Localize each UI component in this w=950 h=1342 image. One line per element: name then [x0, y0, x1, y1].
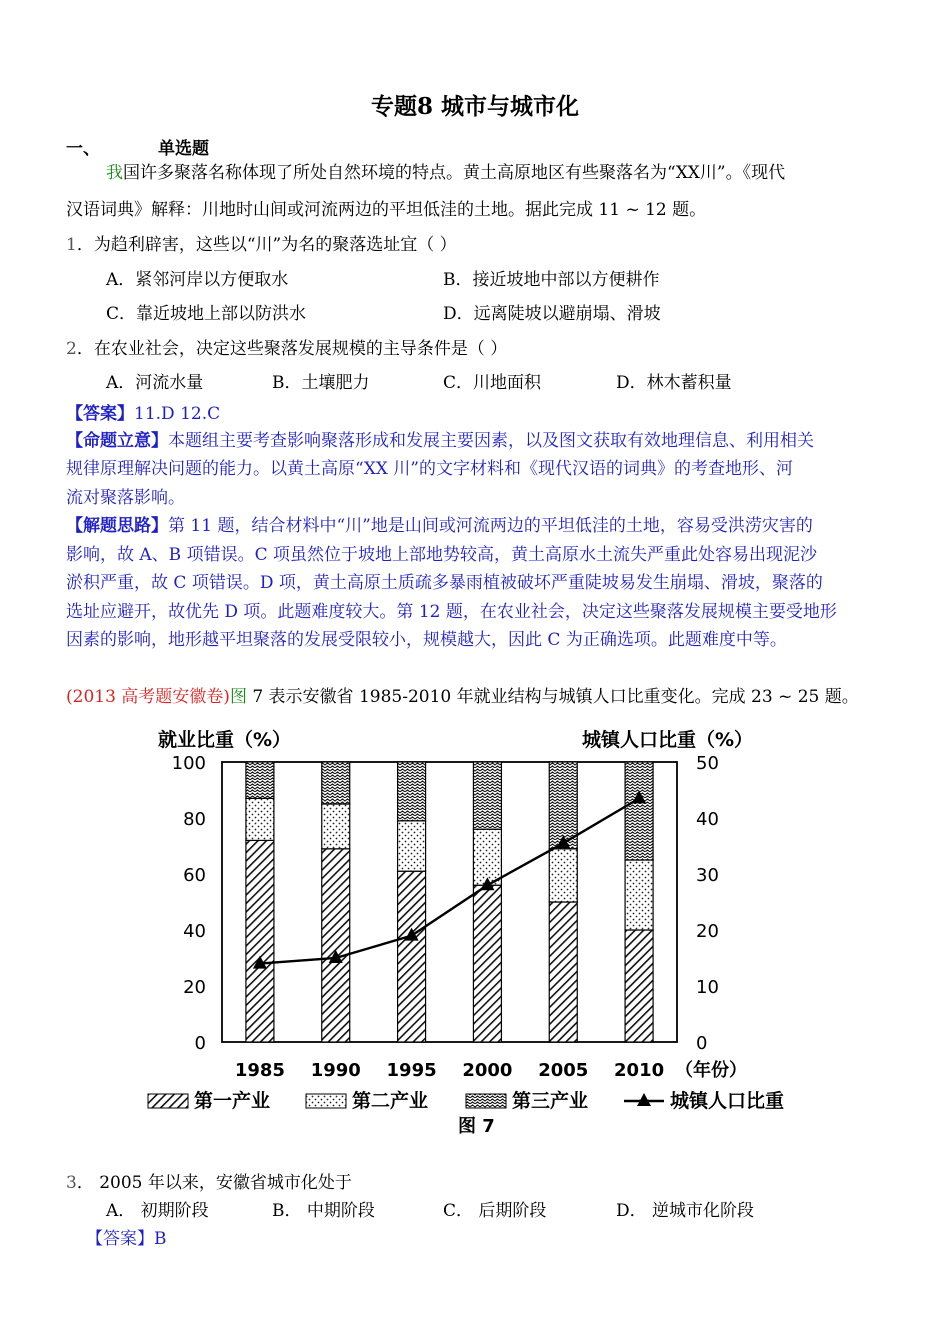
intro-line-2: 汉语词典》解释：川地时山间或河流两边的平坦低洼的土地。据此完成 11 ~ 12 题。: [66, 200, 707, 220]
question-3: [66, 1168, 352, 1193]
bar-segment-1: [322, 849, 350, 1042]
legend: [148, 1089, 784, 1112]
bar-segment-2: [246, 798, 274, 840]
q2-option-d: D．林木蓄积量: [616, 373, 732, 393]
employment-urbanization-chart: [140, 720, 820, 1140]
bar-segment-1: [473, 885, 501, 1042]
x-axis-label: （年份）: [675, 1060, 747, 1081]
q1-option-c: C．靠近坡地上部以防洪水: [106, 304, 307, 324]
thinking-line-4: 选址应避开，故优先 D 项。此题难度较大。第 12 题，在农业社会，决定这些聚落发展规模主要受地形: [66, 602, 837, 622]
section-number: 一、: [66, 139, 100, 159]
intro-line-1-text: 国许多聚落名称体现了所处自然环境的特点。黄土高原地区有些聚落名为“XX川”。《现代: [123, 163, 786, 183]
y-ticks-right: [696, 753, 719, 1054]
section-title: 单选题: [158, 139, 209, 159]
thinking-line-1: [66, 512, 813, 541]
stacked-bars: [246, 762, 653, 1042]
bar-segment-2: [625, 860, 653, 930]
thinking-line-2: 影响，故 A、B 项错误。C 项虽然位于坡地上部地势较高，黄土高原水土流失严重此处容易出现泥沙: [66, 545, 817, 565]
plot-frame: [222, 762, 677, 1042]
question-number: 1: [66, 235, 77, 255]
question-1: [66, 230, 457, 255]
y-tick-right-label: 30: [696, 865, 719, 886]
bar-segment-1: [246, 840, 274, 1042]
bar-segment-1: [549, 902, 577, 1042]
purpose-line-3: 流对聚落影响。: [66, 488, 185, 508]
bar-segment-3: [625, 762, 653, 860]
answer-3: [86, 1224, 167, 1249]
bar-segment-3: [322, 762, 350, 804]
answer-text: 11.D 12.C: [134, 404, 221, 424]
y-ticks-left: [172, 753, 206, 1054]
x-tick-label: 2000: [462, 1060, 513, 1081]
y-tick-left-label: 20: [183, 977, 206, 998]
y-tick-right-label: 10: [696, 977, 719, 998]
q3-option-c: C． 后期阶段: [443, 1201, 547, 1221]
bar-segment-3: [473, 762, 501, 829]
y-axis-label-right: 城镇人口比重（%）: [582, 729, 754, 751]
bar-segment-2: [549, 849, 577, 902]
answer-label: 【答案】: [86, 1229, 154, 1249]
y-tick-right-label: 40: [696, 809, 719, 830]
y-tick-left-label: 0: [194, 1033, 206, 1054]
intro-line-1: [106, 159, 785, 187]
legend-swatch-tertiary: [466, 1094, 506, 1108]
legend-label-line: 城镇人口比重: [670, 1090, 785, 1112]
purpose-label: 【命题立意】: [66, 431, 168, 451]
y-tick-left-label: 100: [171, 753, 206, 774]
y-tick-left-label: 80: [183, 809, 206, 830]
thinking-line-5: 因素的影响，地形越平坦聚落的发展受限较小，规模越大，因此 C 为正确选项。此题难度中等。: [66, 630, 787, 650]
x-tick-label: 2005: [538, 1060, 589, 1081]
question-text: ．在农业社会，决定这些聚落发展规模的主导条件是（ ）: [76, 339, 508, 359]
x-tick-label: 1990: [310, 1060, 361, 1081]
bar-segment-3: [398, 762, 426, 821]
source-tag: (2013 高考题安徽卷): [66, 687, 230, 707]
q3-option-a: A． 初期阶段: [106, 1201, 209, 1221]
bar-segment-1: [398, 871, 426, 1042]
question-text: ． 2005 年以来，安徽省城市化处于: [76, 1173, 352, 1193]
bar-segment-3: [246, 762, 274, 798]
legend-label-tertiary: 第三产业: [512, 1090, 589, 1112]
y-tick-right-label: 50: [696, 753, 719, 774]
q1-option-d: D．远离陡坡以避崩塌、滑坡: [443, 304, 661, 324]
thinking-text: 第 11 题，结合材料中“川”地是山间或河流两边的平坦低洼的土地，容易受洪涝灾害的: [168, 516, 813, 536]
x-tick-label: 1995: [386, 1060, 437, 1081]
thinking-line-3: 淤积严重，故 C 项错误。D 项，黄土高原土质疏多暴雨植被破坏严重陡坡易发生崩塌、滑坡，聚落的: [66, 573, 823, 593]
legend-swatch-secondary: [306, 1094, 346, 1108]
question-2: [66, 334, 507, 359]
source-text: 7 表示安徽省 1985-2010 年就业结构与城镇人口比重变化。完成 23 ~ 25 题。: [246, 687, 859, 707]
legend-swatch-primary: [148, 1094, 188, 1108]
bar-segment-2: [398, 821, 426, 871]
urbanization-line: [253, 790, 646, 968]
legend-triangle-marker: [637, 1093, 651, 1106]
y-axis-label-left: 就业比重（%）: [158, 729, 292, 751]
q2-option-b: B．土壤肥力: [272, 373, 370, 393]
thinking-label: 【解题思路】: [66, 516, 168, 536]
source-line: [66, 683, 859, 711]
y-tick-right-label: 0: [696, 1033, 708, 1054]
question-text: ．为趋利辟害，这些以“川”为名的聚落选址宜（ ）: [76, 235, 457, 255]
q3-option-b: B． 中期阶段: [272, 1201, 375, 1221]
chart-caption: 图 7: [458, 1116, 495, 1137]
source-fig-char: 图: [229, 687, 247, 707]
y-tick-left-label: 40: [183, 921, 206, 942]
intro-first-char: 我: [106, 163, 123, 183]
bar-segment-2: [322, 804, 350, 849]
q3-option-d: D． 逆城市化阶段: [616, 1201, 755, 1221]
purpose-line-2: 规律原理解决问题的能力。以黄土高原“XX 川”的文字材料和《现代汉语的词典》的考查地形、河: [66, 459, 793, 479]
answer-label: 【答案】: [66, 404, 134, 424]
q2-option-c: C．川地面积: [443, 373, 542, 393]
bar-segment-1: [625, 930, 653, 1042]
q1-option-b: B．接近坡地中部以方便耕作: [443, 270, 660, 290]
page-title: 专题8 城市与城市化: [370, 93, 579, 120]
purpose-text: 本题组主要考查影响聚落形成和发展主要因素，以及图文获取有效地理信息、利用相关: [168, 431, 814, 451]
legend-label-secondary: 第二产业: [352, 1090, 429, 1112]
urbanization-line-path: [260, 798, 639, 963]
y-tick-right-label: 20: [696, 921, 719, 942]
y-tick-left-label: 60: [183, 865, 206, 886]
x-tick-label: 1985: [234, 1060, 285, 1081]
question-number: 2: [66, 339, 77, 359]
q1-option-a: A．紧邻河岸以方便取水: [106, 270, 289, 290]
section-heading: [66, 134, 209, 159]
x-ticks: [235, 1060, 664, 1081]
answer-text: B: [154, 1229, 167, 1249]
purpose-line-1: [66, 427, 814, 456]
question-number: 3: [66, 1173, 77, 1193]
bar-segment-2: [473, 829, 501, 885]
q2-option-a: A．河流水量: [106, 373, 204, 393]
legend-label-primary: 第一产业: [194, 1090, 271, 1112]
answer-1: [66, 400, 220, 429]
x-tick-label: 2010: [614, 1060, 665, 1081]
